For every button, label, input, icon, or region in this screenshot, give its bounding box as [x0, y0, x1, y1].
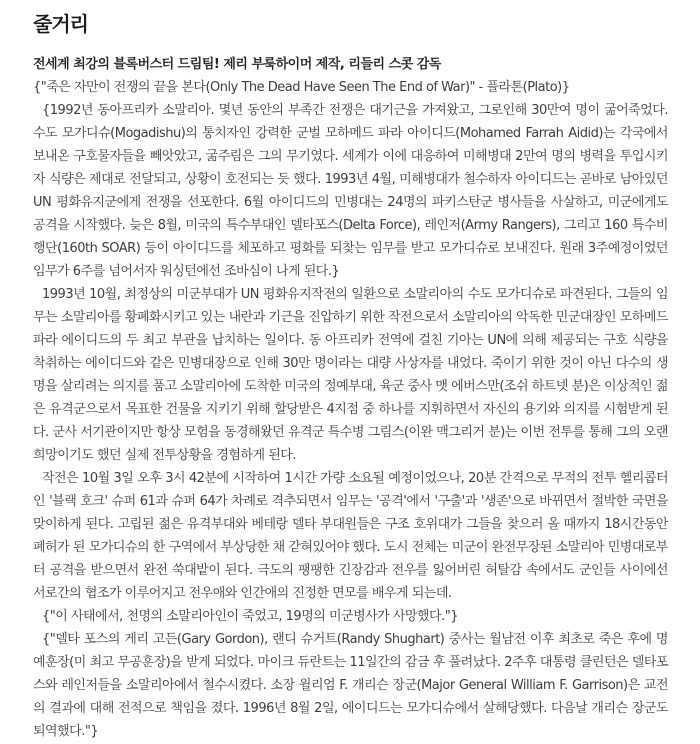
page-title: 줄거리: [33, 12, 88, 36]
synopsis-paragraph-2: 1993년 10월, 최정상의 미군부대가 UN 평화유지작전의 일환으로 소말리아의 수도 모가디슈로 파견된다. 그들의 임무는 소말리아를 황폐화시키고 있는 내란과 기근을 진압하기 위한 작전으로서 소말리아의 악독한 민군대장인 모하메드 파라 에이디드의 두 최고 부관을 납치하는 일이다. 동 아프리카 전역에 걸친 기아는 UN에 의해 제공되는 구호 식량을 착취하는 에이디드와 같은 민병대장으로 인해 30만 명이라는 대량 사상자를 내었다. 죽이기 위한 것이 아닌 다수의 생명을 살리려는 의지를 품고 소말리아에 도착한 미국의 정예부대, 육군 중사 맷 에버스만(조쉬 하트넷 분)은 이상적인 젊은 유격군으로서 목표한 건물을 지키기 위해 할당받은 4지점 중 하나를 지휘하면서 자신의 용기와 의지를 시험받게 된다. 군사 서기관이지만 항상 모험을 동경해왔던 유격군 특수병 그림스(이완 맥그리거 분)는 이번 전투를 통해 그의 오랜 희망이기도 했던 실제 전투상황을 경험하게 된다.: [33, 287, 668, 463]
plato-quote: {"죽은 자만이 전쟁의 끝을 본다(Only The Dead Have Seen The End of War)" - 플라톤(Plato)}: [33, 80, 570, 95]
production-tagline: 전세계 최강의 블록버스터 드림팀! 제리 부룩하이머 제작, 리들리 스콧 감독: [33, 57, 441, 72]
synopsis-paragraph-3: 작전은 10월 3일 오후 3시 42분에 시작하여 1시간 가량 소요될 예정이었으나, 20분 간격으로 무적의 전투 헬리콥터인 '블랙 호크' 슈퍼 61과 슈퍼 64가 차례로 격추되면서 임무는 '공격'에서 '구출'과 '생존'으로 바뀌면서 절박한 국면을 맞이하게 된다. 고립된 젊은 유격부대와 베테랑 델타 부대원들은 구조 호위대가 그들을 찾으러 올 때까지 18시간동안 폐허가 된 모가디슈의 한 구역에서 부상당한 채 갇혀있어야 했다. 도시 전체는 미군이 완전무장된 소말리아 민병대로부터 공격을 받으면서 완전 쑥대밭이 된다. 극도의 팽팽한 긴장감과 전우를 잃어버린 허탈감 속에서도 군인들 사이에선 서로간의 협조가 이루어지고 전우애와 인간애의 진정한 면모를 배우게 되는데.: [33, 471, 668, 601]
epilogue-paragraph: {"델타 포스의 게리 고든(Gary Gordon), 랜디 슈거트(Randy Shughart) 중사는 월남전 이후 최초로 죽은 후에 명예훈장(미 최고 무공훈장)을 받게 되었다. 마이크 듀란트는 11일간의 감금 후 풀려났다. 2주후 대통령 클린턴은 델타포스와 레인저들을 소말리아에서 철수시켰다. 소장 윌리엄 F. 개리슨 장군(Major General William F. Garrison)은 교전의 결과에 대해 전적으로 책임을 졌다. 1996년 8월 2일, 에이디드는 모가디슈에서 살해당했다. 다음날 개리슨 장군도 퇴역했다."}: [33, 632, 668, 739]
synopsis-paragraph-1: {1992년 동아프리카 소말리아. 몇년 동안의 부족간 전쟁은 대기근을 가져왔고, 그로인해 30만여 명이 굶어죽었다. 수도 모가디슈(Mogadishu)의 통치자인 강력한 군벌 모하메드 파라 아이디드(Mohamed Farrah Aidid)는 각국에서 보내온 구호물자들을 빼앗았고, 굶주림은 그의 무기였다. 세계가 이에 대응하여 미해병대 2만여 명의 병력을 투입시키자 식량은 제대로 전달되고, 상황이 호전되는 듯 했다. 1993년 4월, 미해병대가 철수하자 아이디드는 곧바로 남아있던 UN 평화유지군에게 전쟁을 선포한다. 6월 아이디드의 민병대는 24명의 파키스탄군 병사들을 사살하고, 미군에게도 공격을 시작했다. 늦은 8월, 미국의 특수부대인 델타포스(Delta Force), 레인저(Army Rangers), 그리고 160 특수비행단(160th SOAR) 등이 아이디드를 체포하고 평화를 되찾는 임무를 받고 모가디슈로 보내진다. 원래 3주예정이었던 임무가 6주를 넘어서자 워싱턴에선 조바심이 나게 된다.}: [33, 103, 668, 279]
casualty-note-paragraph: {"이 사태에서, 천명의 소말리아인이 죽었고, 19명의 미군병사가 사망했다."}: [42, 609, 458, 624]
